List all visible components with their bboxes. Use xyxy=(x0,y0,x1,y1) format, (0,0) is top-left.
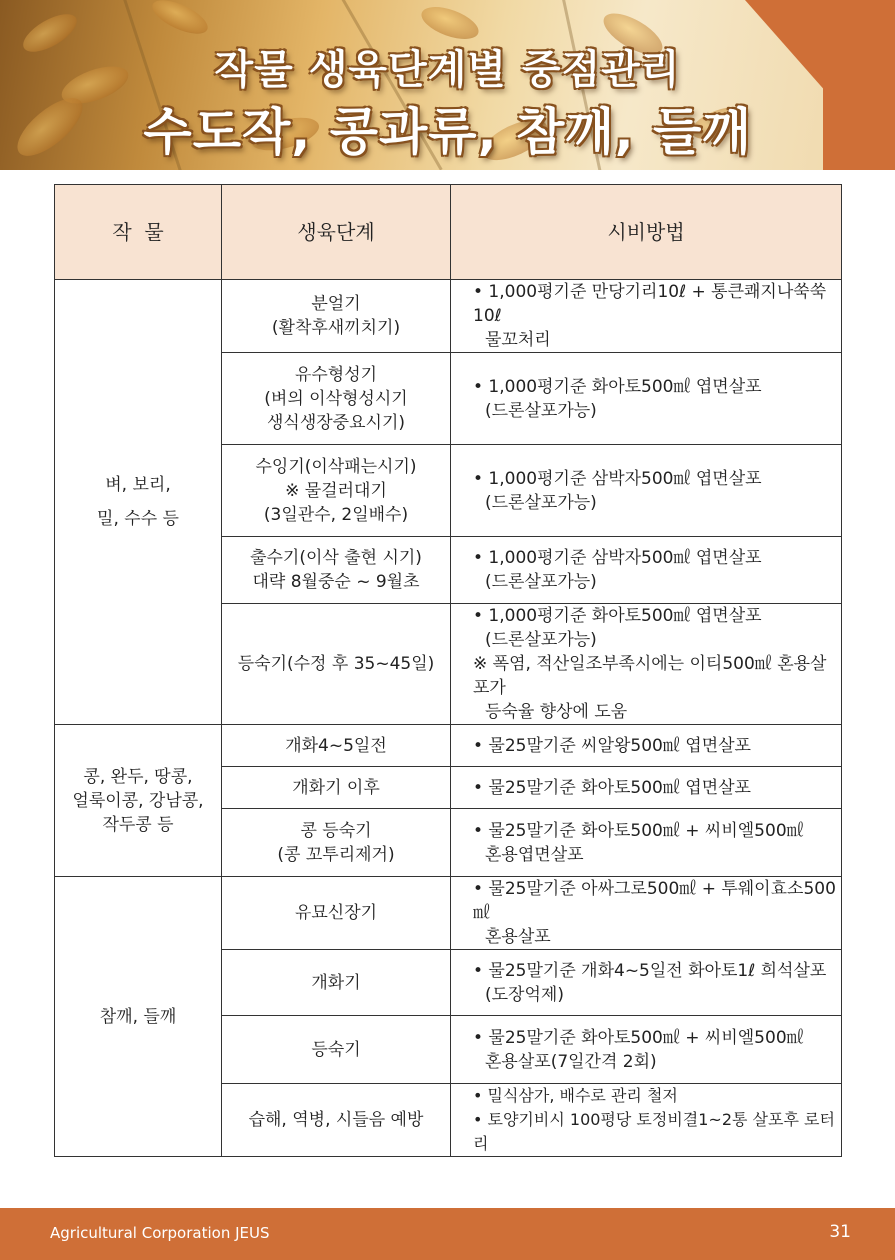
method-cell: • 1,000평기준 화아토500㎖ 엽면살포 (드론살포가능) ※ 폭염, 적산일조부족시에는 이티500㎖ 혼용살포가 등숙율 향상에 도움 xyxy=(451,604,842,725)
stage-cell: 개화4~5일전 xyxy=(222,725,451,767)
stage-cell: 개화기 xyxy=(222,950,451,1016)
method-cell: • 1,000평기준 만당기리10ℓ + 통큰쾌지나쑥쑥10ℓ 물꼬처리 xyxy=(451,280,842,353)
method-cell: • 밀식삼가, 배수로 관리 철저 • 토양기비시 100평당 토정비결1~2통 살포후 로터리 xyxy=(451,1084,842,1157)
stage-cell: 개화기 이후 xyxy=(222,767,451,809)
crop-cell: 콩, 완두, 땅콩, 얼룩이콩, 강남콩, 작두콩 등 xyxy=(55,725,222,877)
stage-cell: 수잉기(이삭패는시기) ※ 물걸러대기 (3일관수, 2일배수) xyxy=(222,445,451,537)
page-number: 31 xyxy=(829,1222,851,1242)
method-cell: • 물25말기준 화아토500㎖ + 씨비엘500㎖ 혼용살포(7일간격 2회) xyxy=(451,1016,842,1084)
stage-cell: 콩 등숙기 (콩 꼬투리제거) xyxy=(222,809,451,877)
table-row xyxy=(55,725,842,767)
method-cell: • 1,000평기준 삼박자500㎖ 엽면살포 (드론살포가능) xyxy=(451,445,842,537)
method-cell: • 물25말기준 씨알왕500㎖ 엽면살포 xyxy=(451,725,842,767)
page-title-line1: 작물 생육단계별 중점관리 xyxy=(214,47,681,93)
stage-cell: 습해, 역병, 시들음 예방 xyxy=(222,1084,451,1157)
header-method: 시비방법 xyxy=(451,185,842,280)
fertilization-table xyxy=(54,184,842,1157)
method-cell: • 물25말기준 개화4~5일전 화아토1ℓ 희석살포 (도장억제) xyxy=(451,950,842,1016)
method-cell: • 1,000평기준 삼박자500㎖ 엽면살포 (드론살포가능) xyxy=(451,537,842,604)
header-stage: 생육단계 xyxy=(222,185,451,280)
stage-cell: 등숙기(수정 후 35~45일) xyxy=(222,604,451,725)
table-row xyxy=(55,280,842,353)
stage-cell: 출수기(이삭 출현 시기) 대략 8월중순 ~ 9월초 xyxy=(222,537,451,604)
stage-cell: 유묘신장기 xyxy=(222,877,451,950)
method-cell: • 1,000평기준 화아토500㎖ 엽면살포 (드론살포가능) xyxy=(451,353,842,445)
method-cell: • 물25말기준 아싸그로500㎖ + 투웨이효소500㎖ 혼용살포 xyxy=(451,877,842,950)
crop-cell: 벼, 보리, 밀, 수수 등 xyxy=(55,280,222,725)
page-title-line2: 수도작, 콩과류, 참깨, 들깨 xyxy=(143,103,752,161)
stage-cell: 분얼기 (활착후새끼치기) xyxy=(222,280,451,353)
company-name: Agricultural Corporation JEUS xyxy=(50,1224,270,1242)
method-cell: • 물25말기준 화아토500㎖ 엽면살포 xyxy=(451,767,842,809)
stage-cell: 유수형성기 (벼의 이삭형성시기 생식생장중요시기) xyxy=(222,353,451,445)
method-cell: • 물25말기준 화아토500㎖ + 씨비엘500㎖ 혼용엽면살포 xyxy=(451,809,842,877)
header-banner xyxy=(0,0,895,170)
table-row xyxy=(55,877,842,950)
table-header-row xyxy=(55,185,842,280)
stage-cell: 등숙기 xyxy=(222,1016,451,1084)
header-crop: 작 물 xyxy=(55,185,222,280)
crop-cell: 참깨, 들깨 xyxy=(55,877,222,1157)
page-footer xyxy=(0,1208,895,1260)
